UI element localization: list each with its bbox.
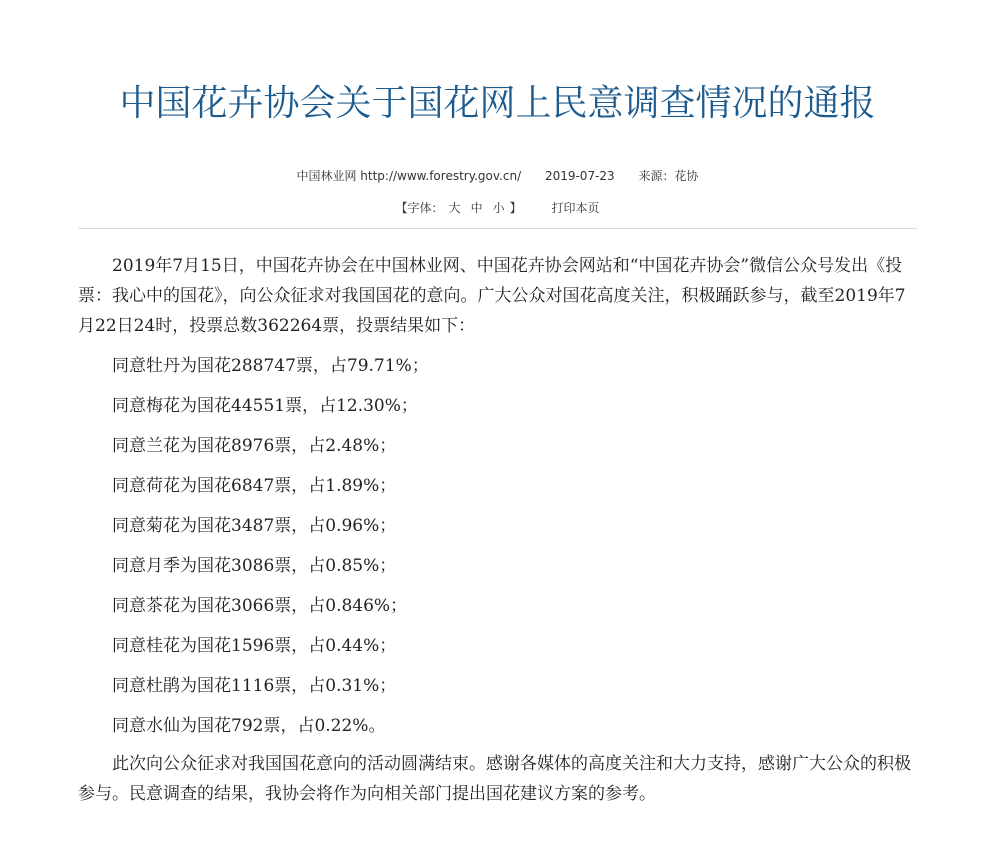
- font-size-large-button[interactable]: 大: [448, 201, 461, 215]
- font-size-medium-button[interactable]: 中: [470, 201, 483, 215]
- vote-result-item: 同意月季为国花3086票，占0.85%；: [112, 556, 397, 576]
- vote-result-item: 同意兰花为国花8976票，占2.48%；: [112, 436, 397, 456]
- article-tools: [78, 198, 917, 218]
- header-divider: [78, 228, 917, 229]
- vote-result-item: 同意水仙为国花792票，占0.22%。: [112, 716, 386, 736]
- publisher-text: 中国林业网 http://www.forestry.gov.cn/: [296, 169, 522, 183]
- font-size-small-button[interactable]: 小: [492, 201, 505, 215]
- vote-result-item: 同意荷花为国花6847票，占1.89%；: [112, 476, 397, 496]
- intro-paragraph: 2019年7月15日，中国花卉协会在中国林业网、中国花卉协会网站和“中国花卉协会”微信公众号发出《投票：我心中的国花》，向公众征求对我国国花的意向。广大公众对国花高度关注，积极踊跃参与，截至2019年7月22日24时，投票总数362264票，投票结果如下：: [78, 256, 906, 336]
- article-body: [78, 251, 917, 809]
- vote-result-item: 同意桂花为国花1596票，占0.44%；: [112, 636, 397, 656]
- font-size-label: 【字体：: [395, 201, 444, 215]
- vote-results-list: [78, 346, 917, 746]
- closing-paragraph: 此次向公众征求对我国国花意向的活动圆满结束。感谢各媒体的高度关注和大力支持，感谢广大公众的积极参与。民意调查的结果，我协会将作为向相关部门提出国花建议方案的参考。: [78, 754, 911, 804]
- font-size-label-end: 】: [509, 201, 522, 215]
- article-meta: [78, 166, 917, 186]
- vote-result-item: 同意茶花为国花3066票，占0.846%；: [112, 596, 408, 616]
- vote-result-item: 同意杜鹃为国花1116票，占0.31%；: [112, 676, 397, 696]
- publish-date: 2019-07-23: [544, 169, 615, 183]
- source-text: 来源：花协: [638, 169, 699, 183]
- vote-result-item: 同意牡丹为国花288747票，占79.71%；: [112, 356, 429, 376]
- article-title: 中国花卉协会关于国花网上民意调查情况的通报: [119, 83, 876, 124]
- vote-result-item: 同意梅花为国花44551票，占12.30%；: [112, 396, 418, 416]
- print-page-link[interactable]: 打印本页: [551, 201, 600, 215]
- vote-result-item: 同意菊花为国花3487票，占0.96%；: [112, 516, 397, 536]
